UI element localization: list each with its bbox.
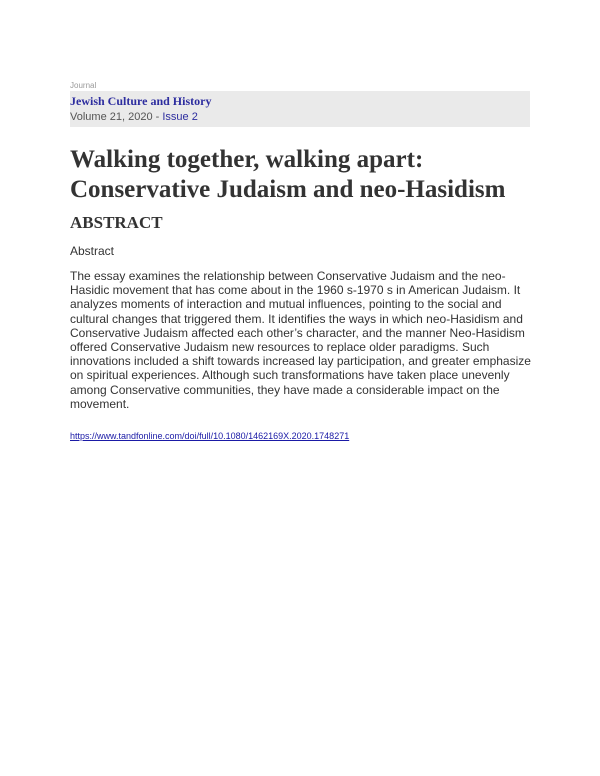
journal-band [70, 91, 530, 127]
journal-name-link[interactable]: Jewish Culture and History [70, 94, 212, 108]
doi-link[interactable]: https://www.tandfonline.com/doi/full/10.1080/1462169X.2020.1748271 [70, 431, 350, 441]
journal-header [70, 80, 530, 127]
abstract-subheading: Abstract [70, 244, 115, 258]
issue-link[interactable]: Issue 2 [162, 111, 198, 123]
article-title: Walking together, walking apart: Conservative Judaism and neo-Hasidism [70, 146, 506, 203]
volume-text: Volume 21, 2020 - [70, 111, 163, 123]
volume-line [70, 109, 530, 125]
journal-label: Journal [70, 81, 97, 90]
abstract-heading: ABSTRACT [70, 213, 163, 232]
abstract-text: The essay examines the relationship between Conservative Judaism and the neo-Hasidic movement that has come about in the 1960 s-1970 s in American Judaism. It analyzes moments of interaction and mutual influences, pointing to the social and cultural changes that triggered them. It identifies the ways in which neo-Hasidism and Conservative Judaism affected each other’s character, and the manner Neo-Hasidism offered Conservative Judaism new resources to replace older paradigms. Such innovations included a shift towards increased lay participation, and greater emphasize on spiritual experiences. Although such transformations have taken place unevenly among Conservative communities, they have made a considerable impact on the movement. [70, 269, 531, 411]
